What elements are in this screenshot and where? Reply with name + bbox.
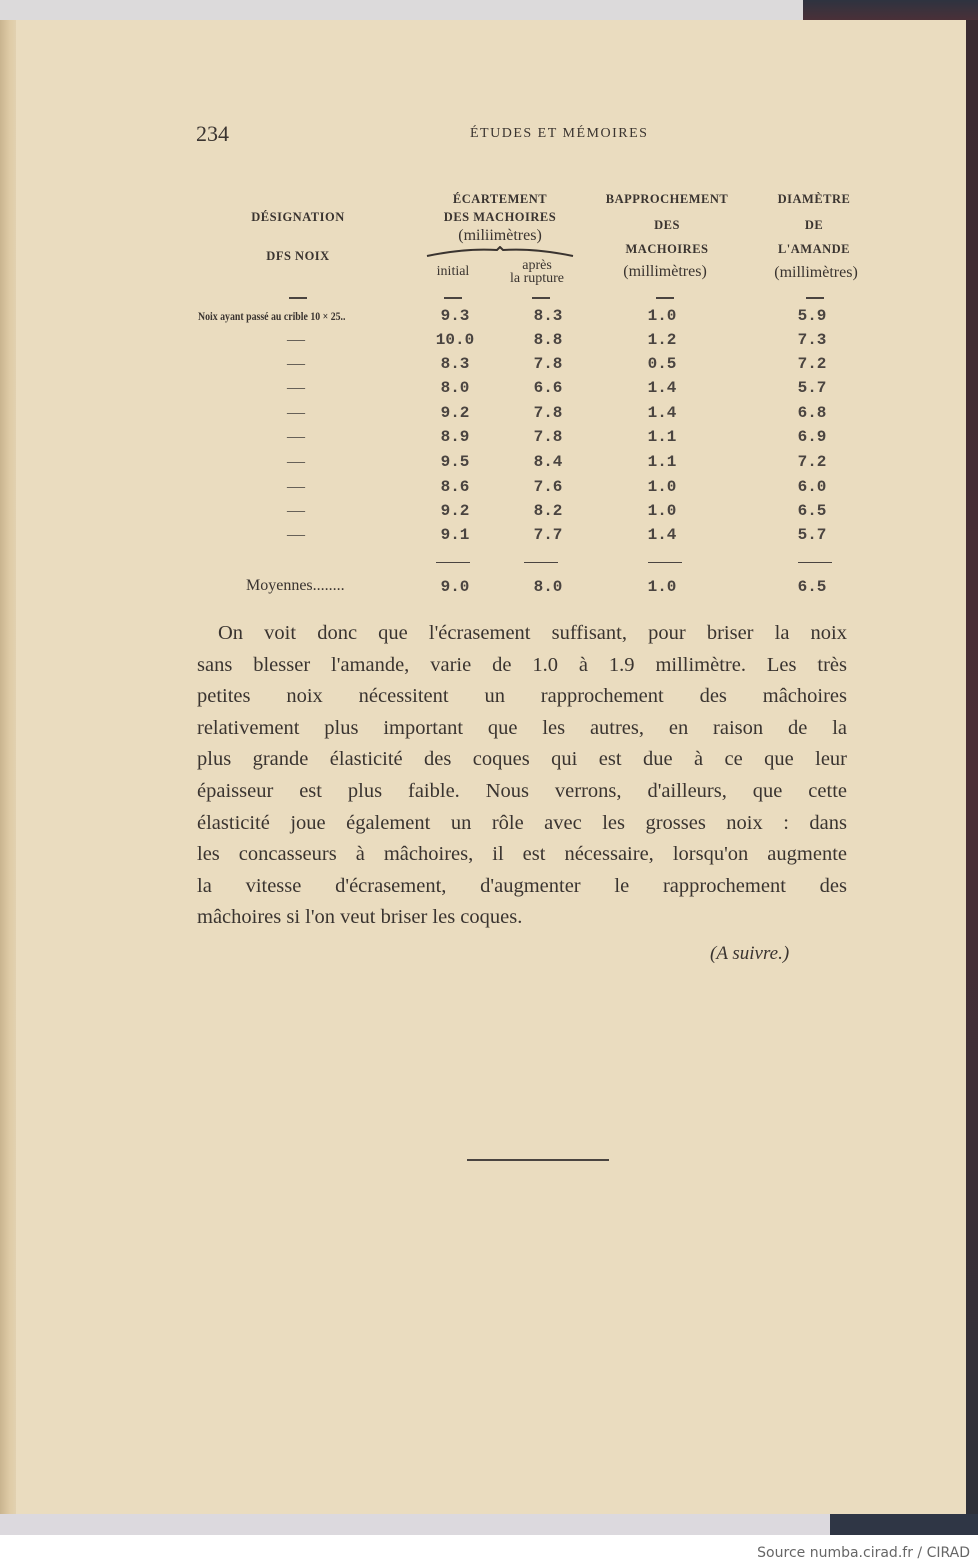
body-line: petites noix nécessitent un rapprochement des mâchoires xyxy=(197,685,847,708)
row-rapprochement: 0.5 xyxy=(647,355,677,373)
brace-icon xyxy=(425,246,575,258)
running-title: ÉTUDES ET MÉMOIRES xyxy=(470,126,649,141)
row-diametre: 7.3 xyxy=(797,331,827,349)
row-apres: 7.8 xyxy=(533,355,563,373)
row-initial: 8.0 xyxy=(440,379,470,397)
body-line: élasticité joue également un rôle avec les grosses noix : dans xyxy=(197,811,847,834)
scan-bottom-dark-edge xyxy=(830,1514,978,1535)
row-designation: — xyxy=(287,426,305,446)
row-diametre: 7.2 xyxy=(797,355,827,373)
header-ecartement-1: ÉCARTEMENT xyxy=(452,192,548,206)
row-designation: — xyxy=(287,451,305,471)
total-rule xyxy=(524,562,558,563)
end-rule xyxy=(467,1159,609,1161)
header-rule xyxy=(806,297,824,299)
row-designation: — xyxy=(287,524,305,544)
header-rapprochement-4: (millimètres) xyxy=(623,263,707,280)
header-rule xyxy=(444,297,462,299)
row-apres: 6.6 xyxy=(533,379,563,397)
header-rapprochement-1: BAPPROCHEMENT xyxy=(605,192,729,206)
row-rapprochement: 1.4 xyxy=(647,526,677,544)
average-diametre: 6.5 xyxy=(797,578,827,596)
row-diametre: 5.9 xyxy=(797,307,827,325)
row-initial: 8.6 xyxy=(440,478,470,496)
row-designation: — xyxy=(287,329,305,349)
row-initial: 9.5 xyxy=(440,453,470,471)
row-apres: 7.8 xyxy=(533,428,563,446)
average-rapprochement: 1.0 xyxy=(647,578,677,596)
body-line: la vitesse d'écrasement, d'augmenter le rapprochement des xyxy=(197,874,847,897)
row-designation: — xyxy=(287,353,305,373)
scan-right-edge xyxy=(966,20,978,1535)
row-apres: 8.2 xyxy=(533,502,563,520)
body-line: les concasseurs à mâchoires, il est nécessaire, lorsqu'on augmente xyxy=(197,843,847,866)
row-designation: — xyxy=(287,402,305,422)
total-rule xyxy=(436,562,470,563)
row-rapprochement: 1.4 xyxy=(647,379,677,397)
row-apres: 7.8 xyxy=(533,404,563,422)
row-diametre: 6.0 xyxy=(797,478,827,496)
row-rapprochement: 1.1 xyxy=(647,428,677,446)
total-rule xyxy=(798,562,832,563)
average-initial: 9.0 xyxy=(440,578,470,596)
row-diametre: 6.5 xyxy=(797,502,827,520)
header-diametre-4: (millimètres) xyxy=(774,264,858,281)
row-diametre: 7.2 xyxy=(797,453,827,471)
row-apres: 7.6 xyxy=(533,478,563,496)
body-line: mâchoires si l'on veut briser les coques. xyxy=(197,906,523,929)
row-apres: 8.3 xyxy=(533,307,563,325)
averages-label: Moyennes........ xyxy=(246,577,345,594)
row-initial: 9.3 xyxy=(440,307,470,325)
header-rule xyxy=(532,297,550,299)
row-rapprochement: 1.0 xyxy=(647,502,677,520)
page-number: 234 xyxy=(196,121,229,146)
header-apres-2: la rupture xyxy=(509,271,565,286)
row-rapprochement: 1.2 xyxy=(647,331,677,349)
header-diametre-3: L'AMANDE xyxy=(777,242,851,256)
source-credit: Source numba.cirad.fr / CIRAD xyxy=(757,1545,970,1561)
row-apres: 8.4 xyxy=(533,453,563,471)
row-designation: — xyxy=(287,500,305,520)
scan-top-dark-edge xyxy=(803,0,978,20)
body-line: épaisseur est plus faible. Nous verrons, d'ailleurs, que cette xyxy=(197,780,847,802)
row-initial: 9.2 xyxy=(440,404,470,422)
header-rapprochement-3: MACHOIRES xyxy=(625,242,709,256)
header-initial: initial xyxy=(436,264,470,279)
row-apres: 8.8 xyxy=(533,331,563,349)
body-line: relativement plus important que les autres, en raison de la xyxy=(197,716,847,739)
body-line: On voit donc que l'écrasement suffisant, pour briser la noix xyxy=(218,622,847,644)
total-rule xyxy=(648,562,682,563)
header-rapprochement-2: DES xyxy=(654,218,680,232)
row-initial: 10.0 xyxy=(435,331,475,349)
row-initial: 9.1 xyxy=(440,526,470,544)
header-rule xyxy=(656,297,674,299)
row-rapprochement: 1.0 xyxy=(647,307,677,325)
body-line: plus grande élasticité des coques qui est due à ce que leur xyxy=(197,748,847,771)
body-line: sans blesser l'amande, varie de 1.0 à 1.9 millimètre. Les très xyxy=(197,653,847,676)
row-rapprochement: 1.0 xyxy=(647,478,677,496)
header-rule xyxy=(289,297,307,299)
row-rapprochement: 1.1 xyxy=(647,453,677,471)
average-apres: 8.0 xyxy=(533,578,563,596)
header-ecartement-3: (miliimètres) xyxy=(458,227,542,244)
row-diametre: 6.8 xyxy=(797,404,827,422)
header-designation-1: DÉSIGNATION xyxy=(251,210,345,224)
header-designation-2: DFS NOIX xyxy=(266,249,330,263)
row-initial: 8.3 xyxy=(440,355,470,373)
continued-note: (A suivre.) xyxy=(710,943,790,964)
row-diametre: 5.7 xyxy=(797,379,827,397)
header-diametre-2: DE xyxy=(804,218,824,232)
page-gutter-edge xyxy=(0,20,16,1514)
header-diametre-1: DIAMÈTRE xyxy=(777,192,851,206)
header-apres-1: après xyxy=(522,258,552,273)
row-rapprochement: 1.4 xyxy=(647,404,677,422)
header-ecartement-2: DES MACHOIRES xyxy=(443,210,557,224)
row-designation: Noix ayant passé au crible 10 × 25.. xyxy=(198,309,346,323)
row-diametre: 5.7 xyxy=(797,526,827,544)
row-diametre: 6.9 xyxy=(797,428,827,446)
row-designation: — xyxy=(287,476,305,496)
row-designation: — xyxy=(287,377,305,397)
row-initial: 8.9 xyxy=(440,428,470,446)
row-apres: 7.7 xyxy=(533,526,563,544)
row-initial: 9.2 xyxy=(440,502,470,520)
